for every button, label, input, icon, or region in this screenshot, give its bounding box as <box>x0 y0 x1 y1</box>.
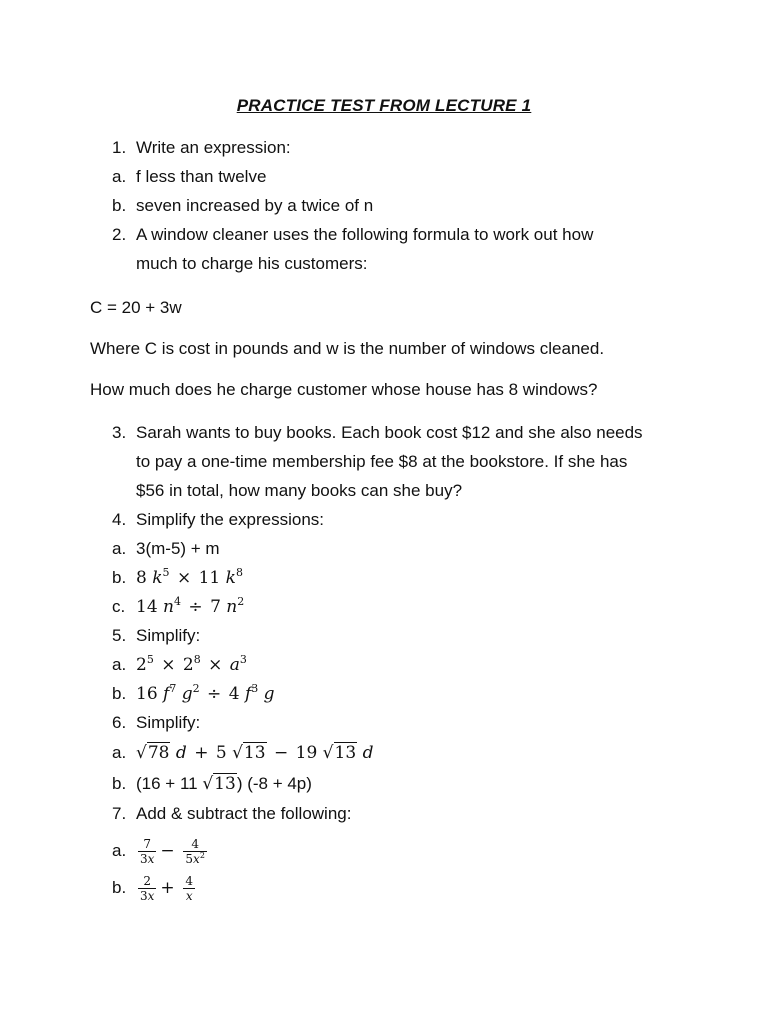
math-expression: (16 + 11 √13) (-8 + 4p) <box>136 774 312 794</box>
question-2 <box>112 223 593 247</box>
question-7a: a. $\frac{7}{3x}$ − $\frac{4}{5x^2}$ <box>112 835 209 867</box>
question-1b <box>112 194 373 218</box>
item-marker: b. <box>112 196 127 215</box>
math-expression: 16 $f^7$ $g^2 \div 4$ $f^3$ g <box>136 682 275 704</box>
question-text-line-1: A window cleaner uses the following formula to work out how <box>136 225 594 244</box>
question-7b: b. $\frac{2}{3x}$ + $\frac{4}{x}$ <box>112 872 197 904</box>
question-7 <box>112 802 351 826</box>
question-number: 7. <box>112 804 127 823</box>
fraction: $\frac{4}{5x^2}$ <box>185 837 205 867</box>
question-text: Simplify: <box>136 713 201 732</box>
radical-sign-icon: √ <box>136 743 147 763</box>
item-text: 3(m-5) + m <box>136 539 220 558</box>
item-marker: b. <box>112 568 127 587</box>
question-3 <box>112 421 643 445</box>
item-marker: c. <box>112 597 126 616</box>
question-number: 6. <box>112 713 127 732</box>
question-3-line-3: $56 in total, how many books can she buy? <box>136 481 463 500</box>
math-expression: 14 $n^4 \div 7$ $n^2$ <box>136 595 245 617</box>
question-2-prompt: How much does he charge customer whose house has 8 windows? <box>90 380 598 399</box>
item-text: seven increased by a twice of n <box>136 196 374 215</box>
question-number: 5. <box>112 626 127 645</box>
question-5b <box>112 682 275 706</box>
question-2-line-2: much to charge his customers: <box>136 254 368 273</box>
item-marker: a. <box>112 841 127 860</box>
question-6b <box>112 772 312 796</box>
page-title: PRACTICE TEST FROM LECTURE 1 <box>236 96 532 115</box>
question-text: Simplify: <box>136 626 201 645</box>
question-6a <box>112 741 373 765</box>
question-number: 4. <box>112 510 127 529</box>
question-number: 2. <box>112 225 127 244</box>
question-number: 1. <box>112 138 127 157</box>
question-number: 3. <box>112 423 127 442</box>
math-expression: $2^5 \times 2^8 \times a^3$ <box>136 653 247 675</box>
question-text-line-1: Sarah wants to buy books. Each book cost $12 and she also needs <box>136 423 643 442</box>
question-1a <box>112 165 266 189</box>
question-3-line-2: to pay a one-time membership fee $8 at the bookstore. If she has <box>136 452 628 471</box>
question-5 <box>112 624 200 648</box>
item-marker: a. <box>112 167 127 186</box>
radical-sign-icon: √ <box>232 743 243 763</box>
question-4c <box>112 595 244 619</box>
radical-sign-icon: √ <box>322 743 334 763</box>
math-expression: 8 $k^5 \times 11$ $k^8$ <box>136 566 243 588</box>
fraction: $\frac{7}{3x}$ <box>140 837 155 867</box>
question-text: Write an expression: <box>136 138 291 157</box>
question-1 <box>112 136 291 160</box>
item-marker: a. <box>112 539 127 558</box>
item-marker: b. <box>112 878 127 897</box>
question-4a <box>112 537 220 561</box>
fraction: $\frac{2}{3x}$ <box>140 874 155 904</box>
radical-sign-icon: √ <box>202 774 214 794</box>
question-4 <box>112 508 324 532</box>
question-4b <box>112 566 243 590</box>
question-6 <box>112 711 200 735</box>
where-paragraph: Where C is cost in pounds and w is the number of windows cleaned. <box>90 339 605 358</box>
item-text: f less than twelve <box>136 167 267 186</box>
item-marker: b. <box>112 684 127 703</box>
item-marker: a. <box>112 655 127 674</box>
formula-paragraph: C = 20 + 3w <box>90 298 182 317</box>
math-expression: √78 d + 5 √13 − 19 √13 d <box>136 743 374 763</box>
item-marker: b. <box>112 774 127 793</box>
item-marker: a. <box>112 743 127 762</box>
question-5a <box>112 653 247 677</box>
question-text: Simplify the expressions: <box>136 510 325 529</box>
question-text: Add & subtract the following: <box>136 804 352 823</box>
fraction: $\frac{4}{x}$ <box>185 874 194 904</box>
